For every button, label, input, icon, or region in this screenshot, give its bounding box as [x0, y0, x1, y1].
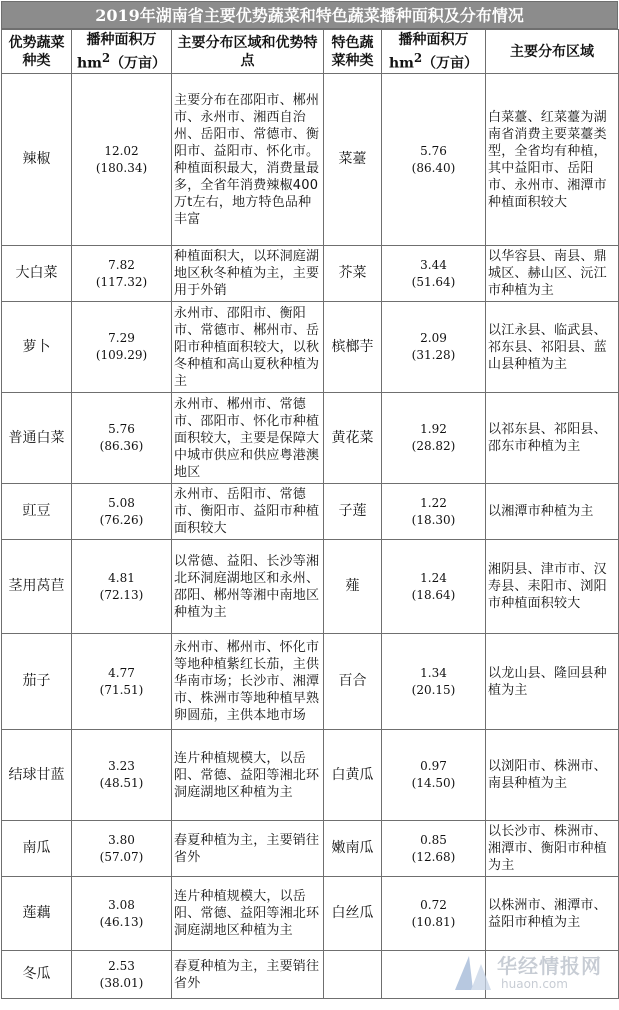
dominant-veg-cell	[2, 74, 72, 246]
table-row	[2, 484, 619, 540]
special-region-cell	[486, 540, 619, 634]
header-dominant-veg: 优势蔬菜种类	[2, 30, 72, 74]
dominant-region-cell	[172, 821, 324, 877]
dominant-veg-cell	[2, 302, 72, 393]
watermark	[451, 946, 611, 1002]
cell-text: 5.76	[420, 143, 447, 158]
cell-text: 槟榔芋	[331, 338, 374, 355]
dominant-veg-cell	[2, 951, 72, 999]
dominant-region-cell	[172, 540, 324, 634]
header-area-sup: 2	[413, 50, 423, 65]
cell-text: 菜薹	[338, 151, 367, 167]
cell-text: (76.26)	[99, 512, 144, 527]
dominant-veg-cell	[2, 730, 72, 821]
dominant-veg-cell	[2, 821, 72, 877]
cell-text: (12.68)	[411, 849, 456, 864]
cell-text: (38.01)	[99, 975, 144, 990]
special-veg-cell	[324, 484, 382, 540]
cell-text: 7.82	[108, 257, 135, 272]
table-row	[2, 74, 619, 246]
cell-text: 大白菜	[15, 265, 58, 281]
cell-text: 萝卜	[22, 338, 51, 355]
cell-text: (117.32)	[95, 274, 148, 289]
cell-text: (31.28)	[411, 348, 456, 362]
cell-text: (18.30)	[411, 512, 456, 527]
header-area-unit: （万亩）	[110, 55, 167, 72]
cell-text: 莲藕	[22, 905, 51, 921]
special-region-cell	[486, 484, 619, 540]
cell-text: 连片种植规模大，以岳阳、常德、益阳等湘北环洞庭湖地区种植为主	[174, 750, 320, 800]
header-area-label: 播种面积万hm	[388, 31, 469, 72]
dominant-area-cell	[72, 821, 172, 877]
dominant-region-cell	[172, 951, 324, 999]
dominant-area-cell	[72, 730, 172, 821]
cell-text: 以华容县、南县、鼎城区、赫山区、沅江市种植为主	[488, 249, 607, 298]
cell-text: (109.29)	[95, 348, 148, 362]
header-area-label: 播种面积万hm	[76, 31, 157, 72]
cell-text: 以江永县、临武县、祁东县、祁阳县、蓝山县种植为主	[488, 322, 607, 372]
dominant-area-cell	[72, 484, 172, 540]
cell-text: (71.51)	[99, 682, 144, 697]
cell-text: 茎用莴苣	[8, 578, 65, 594]
dominant-veg-cell	[2, 393, 72, 484]
cell-text: 4.81	[108, 570, 135, 585]
cell-text: (72.13)	[99, 587, 144, 602]
cell-text: 3.80	[108, 832, 135, 847]
special-area-cell	[382, 877, 486, 951]
dominant-region-cell	[172, 484, 324, 540]
special-area-cell	[382, 393, 486, 484]
special-veg-cell	[324, 302, 382, 393]
cell-text: 嫩南瓜	[331, 840, 374, 856]
dominant-area-cell	[72, 246, 172, 302]
dominant-veg-cell	[2, 634, 72, 730]
cell-text: 白菜薹、红菜薹为湖南省消费主要菜薹类型，全省均有种植，其中益阳市、岳阳市、永州市、湘潭市种植面积较大	[488, 109, 607, 210]
dominant-area-cell	[72, 74, 172, 246]
table-body	[2, 74, 619, 999]
cell-text: 1.34	[420, 665, 447, 680]
special-veg-cell	[324, 540, 382, 634]
watermark-logo-icon	[451, 950, 495, 994]
cell-text: 3.23	[108, 759, 135, 773]
header-dominant-region: 主要分布区域和优势特点	[172, 30, 324, 74]
cell-text: 春夏种植为主，主要销往省外	[174, 958, 320, 991]
special-veg-cell	[324, 246, 382, 302]
cell-text: 茄子	[22, 673, 51, 689]
table-row	[2, 246, 619, 302]
dominant-area-cell	[72, 951, 172, 999]
cell-text: 5.08	[108, 495, 135, 510]
cell-text: 7.29	[108, 331, 135, 345]
cell-text: 百合	[338, 673, 367, 689]
special-area-cell	[382, 302, 486, 393]
cell-text: (51.64)	[411, 274, 456, 289]
cell-text: (86.40)	[411, 160, 456, 175]
cell-text: (28.82)	[411, 439, 456, 453]
cell-text: 0.97	[420, 759, 447, 773]
table-row	[2, 634, 619, 730]
report-table-container	[1, 1, 618, 999]
dominant-veg-cell	[2, 540, 72, 634]
cell-text: 1.92	[420, 422, 447, 436]
dominant-area-cell	[72, 393, 172, 484]
special-area-cell	[382, 821, 486, 877]
dominant-area-cell	[72, 634, 172, 730]
cell-text: 0.85	[420, 832, 447, 847]
cell-text: 黄花菜	[331, 429, 374, 446]
header-special-veg: 特色蔬菜种类	[324, 30, 382, 74]
special-area-cell	[382, 540, 486, 634]
cell-text: 普通白菜	[8, 429, 65, 446]
cell-text: 以长沙市、株洲市、湘潭市、衡阳市种植为主	[488, 824, 607, 873]
table-row	[2, 302, 619, 393]
cell-text: 辣椒	[22, 151, 51, 167]
table-row	[2, 877, 619, 951]
dominant-veg-cell	[2, 484, 72, 540]
special-region-cell	[486, 821, 619, 877]
header-area-unit: （万亩）	[422, 55, 479, 72]
cell-text: 4.77	[108, 665, 135, 680]
cell-text: 3.44	[420, 257, 447, 272]
cell-text: 永州市、郴州市、怀化市等地种植紫红长茄，主供华南市场；长沙市、湘潭市、株洲市等地种植早熟卵圆茄，主供本地市场	[174, 640, 320, 723]
special-veg-cell	[324, 634, 382, 730]
cell-text: (86.36)	[99, 439, 144, 453]
special-area-cell	[382, 74, 486, 246]
cell-text: (10.81)	[411, 914, 456, 929]
cell-text: 2.53	[108, 958, 135, 973]
table-row	[2, 730, 619, 821]
special-region-cell	[486, 730, 619, 821]
watermark-url: huaon.com	[501, 977, 568, 991]
cell-text: 白丝瓜	[331, 905, 374, 921]
special-veg-cell	[324, 393, 382, 484]
dominant-region-cell	[172, 302, 324, 393]
header-special-area	[382, 30, 486, 74]
cell-text: 5.76	[108, 422, 135, 436]
cell-text: 以常德、益阳、长沙等湘北环洞庭湖地区和永州、邵阳、郴州等湘中南地区种植为主	[174, 553, 320, 620]
cell-text: 3.08	[108, 897, 135, 912]
cell-text: (18.64)	[411, 587, 456, 602]
special-region-cell	[486, 877, 619, 951]
cell-text: 主要分布在邵阳市、郴州市、永州市、湘西自治州、岳阳市、常德市、衡阳市、益阳市、怀化市。种植面积最大，消费量最多，全省年消费辣椒400万t左右，地方特色品种丰富	[174, 92, 320, 227]
cell-text: (180.34)	[95, 160, 148, 175]
dominant-region-cell	[172, 393, 324, 484]
dominant-region-cell	[172, 730, 324, 821]
special-region-cell	[486, 634, 619, 730]
dominant-veg-cell	[2, 246, 72, 302]
dominant-region-cell	[172, 634, 324, 730]
cell-text: 结球甘蓝	[8, 766, 65, 783]
cell-text: 白黄瓜	[331, 766, 374, 783]
cell-text: 2.09	[420, 331, 447, 345]
cell-text: 春夏种植为主，主要销往省外	[174, 832, 320, 865]
cell-text: 以浏阳市、株洲市、南县种植为主	[488, 759, 607, 791]
cell-text: 子莲	[338, 503, 367, 519]
table-title: 2019年湖南省主要优势蔬菜和特色蔬菜播种面积及分布情况	[1, 1, 618, 29]
cell-text: (46.13)	[99, 914, 144, 929]
cell-text: 以湘潭市种植为主	[488, 504, 594, 519]
special-region-cell	[486, 302, 619, 393]
header-special-region: 主要分布区域	[486, 30, 619, 74]
cell-text: (48.51)	[99, 776, 144, 790]
cell-text: 以祁东县、祁阳县、邵东市种植为主	[488, 422, 607, 454]
dominant-area-cell	[72, 877, 172, 951]
cell-text: 1.22	[420, 495, 447, 510]
cell-text: 南瓜	[22, 840, 51, 856]
cell-text: 12.02	[104, 143, 139, 158]
cell-text: (57.07)	[99, 849, 144, 864]
cell-text: 连片种植规模大，以岳阳、常德、益阳等湘北环洞庭湖地区种植为主	[174, 889, 320, 938]
cell-text: 湘阴县、津市市、汉寿县、耒阳市、浏阳市种植面积较大	[488, 562, 607, 611]
special-area-cell	[382, 730, 486, 821]
special-veg-cell	[324, 74, 382, 246]
special-region-cell	[486, 74, 619, 246]
cell-text: 以株洲市、湘潭市、益阳市种植为主	[488, 897, 607, 930]
cell-text: 豇豆	[22, 503, 51, 519]
dominant-area-cell	[72, 540, 172, 634]
special-area-cell	[382, 634, 486, 730]
cell-text: 1.24	[420, 570, 447, 585]
special-area-cell	[382, 484, 486, 540]
cell-text: 永州市、邵阳市、衡阳市、常德市、郴州市、岳阳市种植面积较大，以秋冬种植和高山夏秋种植为主	[174, 305, 320, 389]
dominant-region-cell	[172, 246, 324, 302]
header-dominant-area	[72, 30, 172, 74]
special-veg-cell	[324, 821, 382, 877]
cell-text: 薤	[345, 578, 360, 594]
watermark-name: 华经情报网	[497, 954, 602, 978]
special-veg-cell	[324, 951, 382, 999]
header-area-sup: 2	[101, 50, 111, 65]
special-area-cell	[382, 246, 486, 302]
special-region-cell	[486, 246, 619, 302]
dominant-area-cell	[72, 302, 172, 393]
cell-text: 芥菜	[338, 265, 367, 281]
special-veg-cell	[324, 730, 382, 821]
table-row	[2, 821, 619, 877]
special-veg-cell	[324, 877, 382, 951]
table-row	[2, 540, 619, 634]
cell-text: 种植面积大，以环洞庭湖地区秋冬种植为主，主要用于外销	[174, 249, 320, 298]
cell-text: (14.50)	[411, 776, 456, 790]
cell-text: 永州市、郴州市、常德市、邵阳市、怀化市种植面积较大，主要是保障大中城市供应和供应粤港澳地区	[174, 396, 320, 480]
cell-text: 0.72	[420, 897, 447, 912]
special-region-cell	[486, 393, 619, 484]
header-row	[2, 30, 619, 74]
vegetable-table	[1, 29, 619, 999]
dominant-region-cell	[172, 877, 324, 951]
dominant-region-cell	[172, 74, 324, 246]
table-row	[2, 393, 619, 484]
cell-text: 以龙山县、隆回县种植为主	[488, 665, 607, 698]
cell-text: 冬瓜	[22, 966, 51, 982]
cell-text: 永州市、岳阳市、常德市、衡阳市、益阳市种植面积较大	[174, 487, 320, 536]
dominant-veg-cell	[2, 877, 72, 951]
cell-text: (20.15)	[411, 682, 456, 697]
